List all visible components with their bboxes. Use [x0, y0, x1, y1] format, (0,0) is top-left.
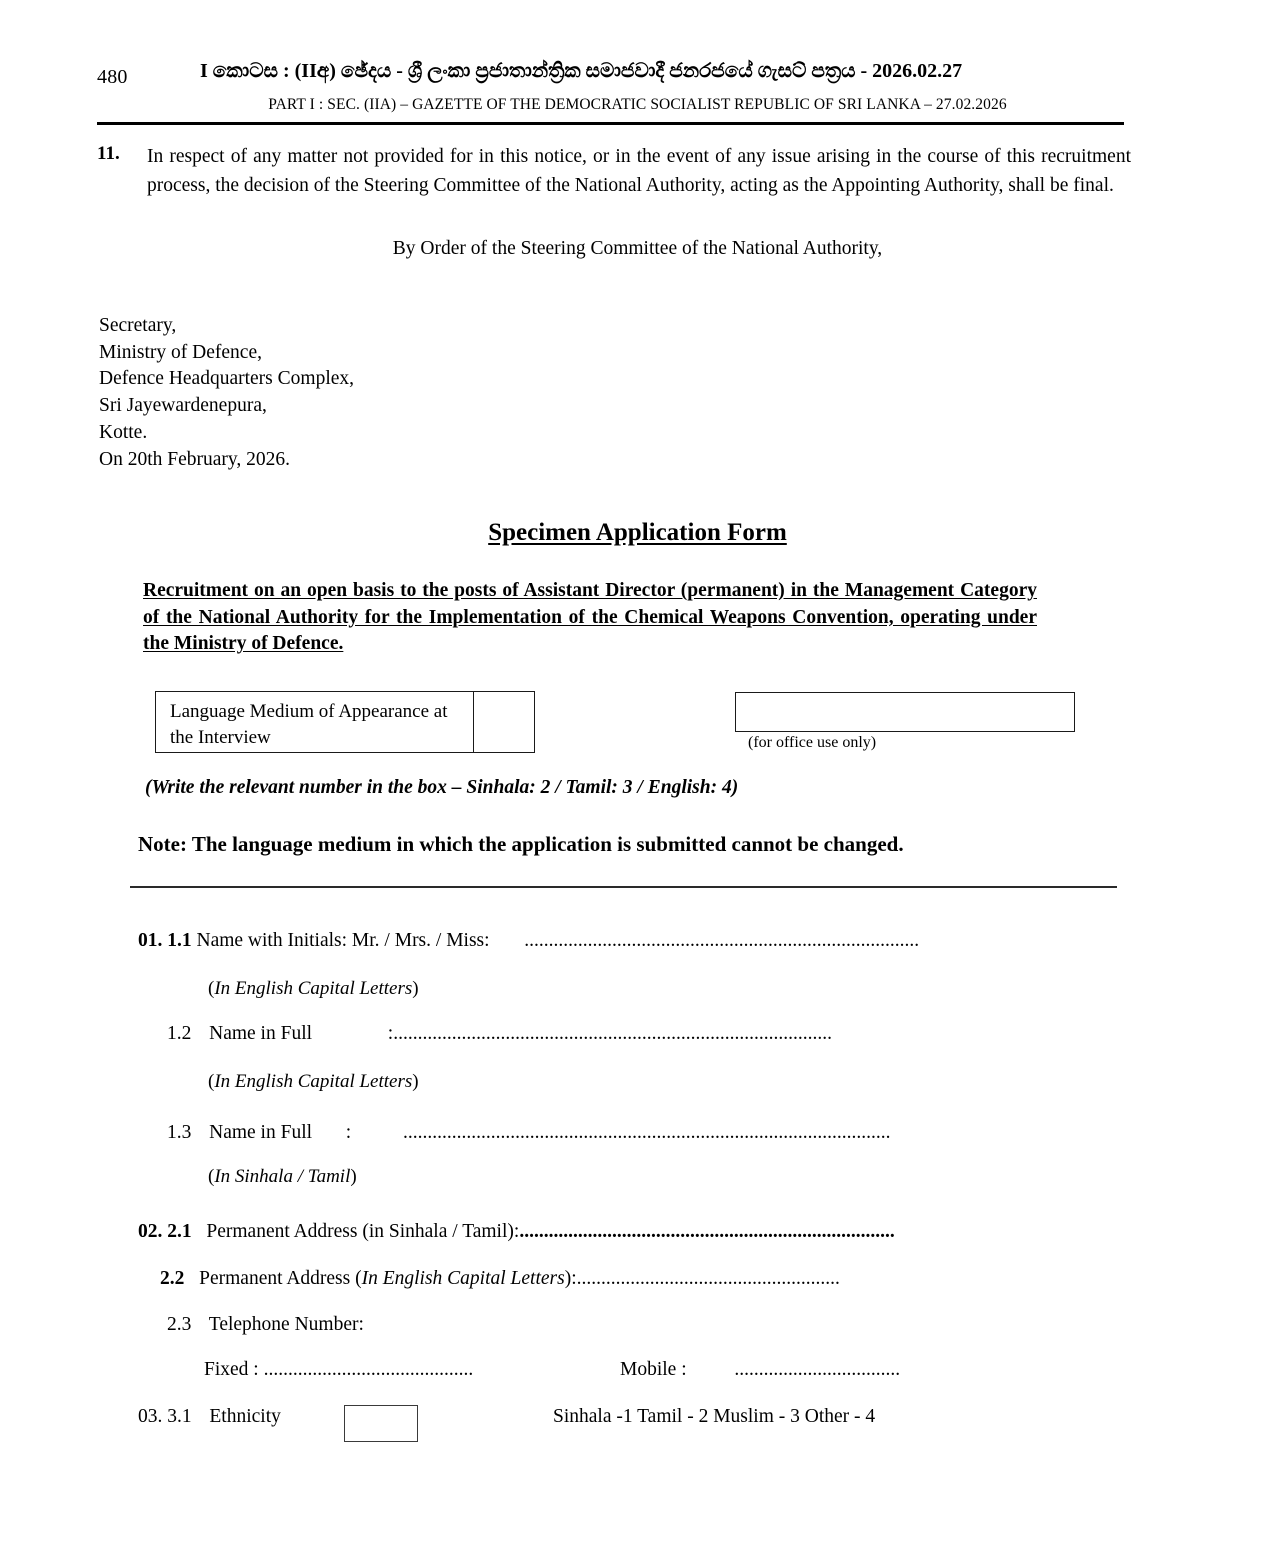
header-top-row: [0, 60, 1275, 94]
address-line: Sri Jayewardenepura,: [99, 395, 267, 417]
field-1-1-number: 01. 1.1: [138, 930, 192, 951]
field-mobile-phone: [620, 1359, 900, 1381]
paren-open: (: [208, 1071, 215, 1092]
language-medium-box: [155, 691, 535, 753]
signatory-address: [99, 313, 354, 473]
language-medium-input[interactable]: [472, 692, 534, 752]
office-use-box[interactable]: [735, 692, 1075, 732]
field-1-2-hint: [208, 1071, 419, 1093]
address-date-line: On 20th February, 2026.: [99, 448, 291, 470]
address-line: Defence Headquarters Complex,: [99, 368, 355, 390]
field-1-3-number: 1.3: [167, 1122, 192, 1143]
header-sinhala-line: I කොටස : (IIඅ) ඡේදය - ශ්‍රී ලංකා ප්‍රජාතාන්ත්‍රික සමාජවාදී ජනරජයේ ගැසට් පත්‍රය - 2026.02.27: [200, 60, 963, 82]
field-2-3-number: 2.3: [167, 1314, 192, 1335]
field-2-3: [167, 1314, 364, 1336]
office-use-caption: (for office use only): [748, 734, 877, 751]
ethnicity-options: Sinhala -1 Tamil - 2 Muslim - 3 Other - 4: [553, 1406, 876, 1427]
field-1-2-number: 1.2: [167, 1023, 192, 1044]
field-2-1-input-line[interactable]: .............................................................................: [519, 1221, 895, 1242]
paren-open: (: [208, 1166, 215, 1187]
write-number-note: (Write the relevant number in the box – Sinhala: 2 / Tamil: 3 / English: 4): [145, 777, 739, 798]
fixed-phone-label: Fixed :: [204, 1359, 259, 1380]
field-1-3-label: Name in Full: [209, 1122, 313, 1143]
field-2-1: [138, 1221, 895, 1243]
field-3-1-number: 03. 3.1: [138, 1406, 192, 1427]
field-fixed-phone: [204, 1359, 473, 1381]
field-1-3: [167, 1122, 890, 1144]
field-2-2-label-italic: In English Capital Letters: [361, 1268, 565, 1289]
field-1-2: [167, 1023, 832, 1045]
form-subtitle: Recruitment on an open basis to the posts of Assistant Director (permanent) in the Management Category of the National Authority for the Implementation of the Chemical Weapons Convention, operating under the Ministry of Defence.: [143, 580, 1037, 655]
clause-text: In respect of any matter not provided for in this notice, or in the event of any issue arising in the course of this recruitment process, the decision of the Steering Committee of the National Authority, acting as the Appointing Authority, shall be final.: [147, 146, 1131, 196]
field-2-2-label-a: Permanent Address (: [199, 1268, 362, 1289]
field-1-2-colon: :: [387, 1023, 394, 1044]
field-1-1-hint: [208, 978, 419, 1000]
address-line: Ministry of Defence,: [99, 341, 262, 363]
field-2-1-label: Permanent Address (in Sinhala / Tamil):: [206, 1221, 520, 1242]
field-1-3-colon: :: [345, 1122, 352, 1143]
address-line: Kotte.: [99, 421, 148, 443]
language-change-note: Note: The language medium in which the application is submitted cannot be changed.: [138, 832, 904, 856]
field-1-1-label: Name with Initials: Mr. / Mrs. / Miss:: [196, 930, 490, 951]
field-1-2-input-line[interactable]: ..........................................................................................: [393, 1023, 832, 1044]
field-1-3-hint: [208, 1166, 357, 1188]
field-1-1-input-line[interactable]: .................................................................................: [524, 930, 920, 951]
page-header: [0, 60, 1275, 113]
field-1-1-hint-text: In English Capital Letters: [214, 978, 413, 999]
field-2-2: [160, 1268, 840, 1290]
field-1-1: [138, 930, 919, 952]
form-title-text: Specimen Application Form: [488, 519, 787, 546]
paren-close: ): [350, 1166, 357, 1187]
fixed-phone-input-line[interactable]: ...........................................: [263, 1359, 474, 1380]
field-2-1-number: 02. 2.1: [138, 1221, 192, 1242]
field-2-2-number: 2.2: [160, 1268, 185, 1289]
mobile-phone-label: Mobile :: [620, 1359, 687, 1380]
mobile-phone-input-line[interactable]: ..................................: [734, 1359, 901, 1380]
page-number: 480: [97, 66, 128, 88]
clause-number: 11.: [97, 143, 120, 164]
field-2-2-label-b: ):: [564, 1268, 577, 1289]
field-2-2-input-line[interactable]: ......................................................: [576, 1268, 840, 1289]
field-1-3-hint-text: In Sinhala / Tamil: [214, 1166, 351, 1187]
header-divider: [97, 122, 1124, 125]
paren-close: ): [412, 978, 419, 999]
field-1-2-label: Name in Full: [209, 1023, 313, 1044]
form-title: [0, 519, 1275, 547]
field-3-1: [138, 1406, 281, 1428]
paren-close: ): [412, 1071, 419, 1092]
by-order-line: By Order of the Steering Committee of the National Authority,: [392, 238, 883, 259]
section-divider: [130, 886, 1117, 888]
address-line: Secretary,: [99, 315, 177, 336]
ethnicity-input-box[interactable]: [344, 1405, 418, 1442]
field-2-3-label: Telephone Number:: [208, 1314, 364, 1335]
clause-11: [97, 143, 1131, 200]
paren-open: (: [208, 978, 215, 999]
field-3-1-label: Ethnicity: [209, 1406, 281, 1427]
field-1-3-input-line[interactable]: ....................................................................................................: [402, 1122, 891, 1143]
header-english-line: PART I : SEC. (IIA) – GAZETTE OF THE DEMOCRATIC SOCIALIST REPUBLIC OF SRI LANKA – 27.02.2026: [268, 96, 1007, 113]
field-1-2-hint-text: In English Capital Letters: [214, 1071, 413, 1092]
language-medium-label: Language Medium of Appearance at the Interview: [156, 692, 474, 752]
